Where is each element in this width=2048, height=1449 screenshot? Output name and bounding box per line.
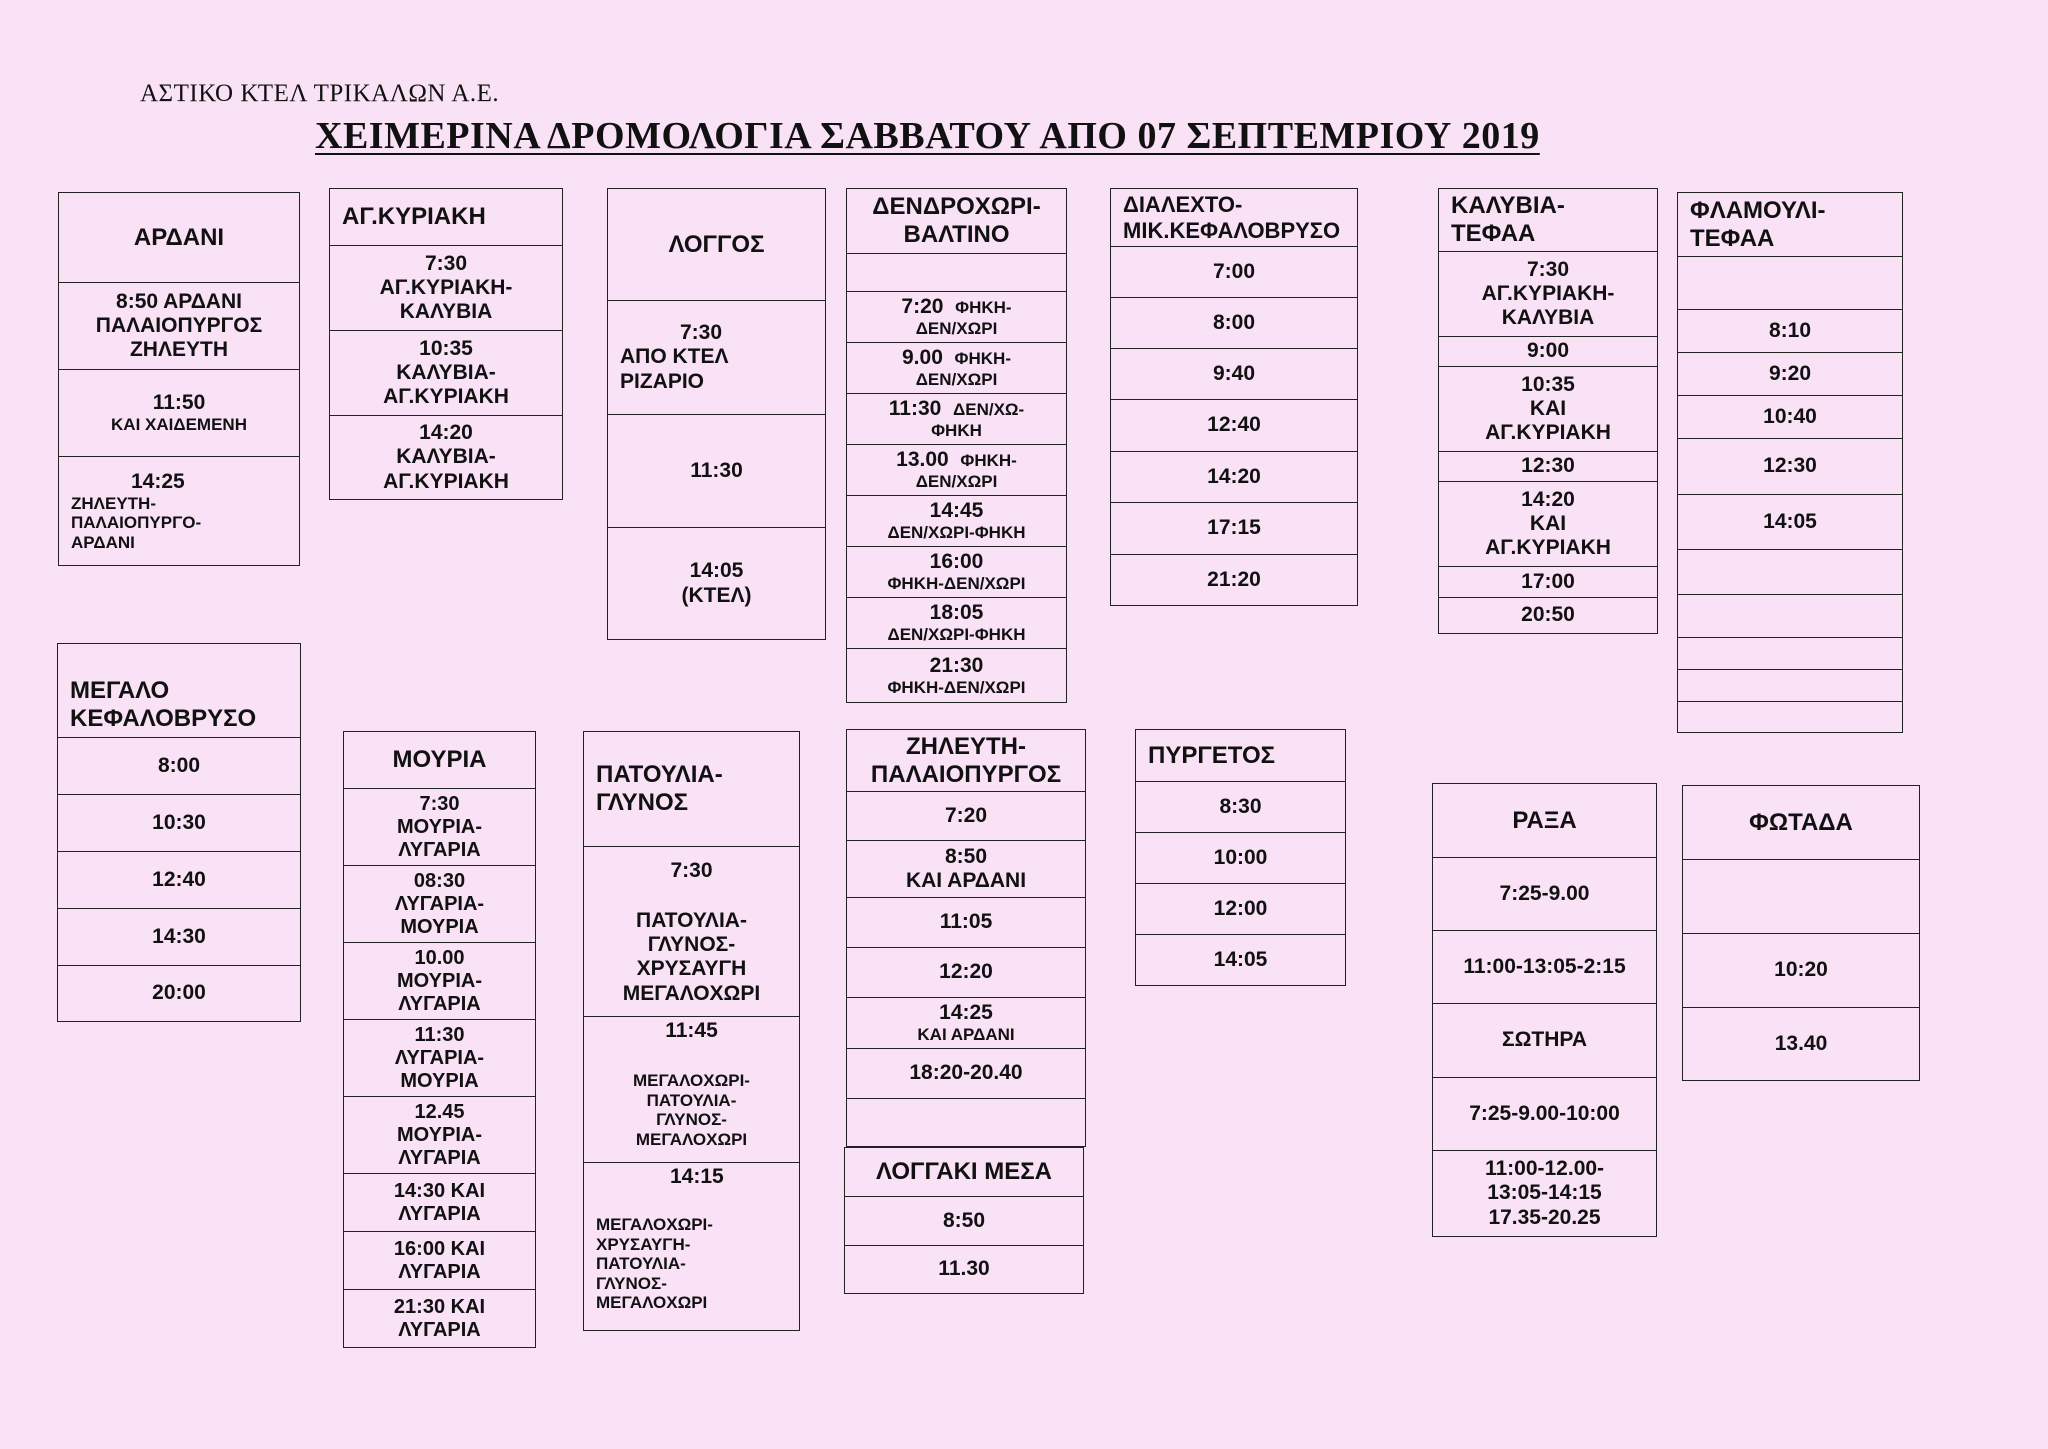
trip-time: 8:10: [1768, 318, 1812, 342]
route-dendroxori-valtino: [846, 188, 1067, 703]
trip-cell: [847, 496, 1066, 547]
route-dialexto: [1110, 188, 1358, 606]
trip-text: ΛΥΓΑΡΙΑ-: [394, 1046, 485, 1069]
trip-text: ΑΠΟ ΚΤΕΛ: [620, 345, 729, 369]
trip-text: ΦΗΚΗ: [931, 421, 982, 441]
trip-cell: [58, 909, 300, 966]
trip-time: 21:30 ΚΑΙ: [393, 1295, 486, 1318]
trip-time: 14:05: [1213, 947, 1268, 971]
trip-cell: [330, 331, 562, 416]
trip-text: ΛΥΓΑΡΙΑ: [398, 1260, 481, 1283]
trip-text: ΜΟΥΡΙΑ: [400, 1069, 479, 1092]
trip-time: 20:50: [1521, 603, 1575, 627]
trip-cell: [845, 1246, 1083, 1293]
trip-time: 10:35: [419, 336, 473, 360]
trip-text: ΖΗΛΕΥΤΗ-: [71, 493, 156, 513]
trip-text: ΔΕΝ/ΧΩΡΙ: [915, 472, 998, 492]
empty-cell: [1678, 702, 1902, 732]
route-title: ΜΟΥΡΙΑ: [392, 746, 487, 774]
trip-cell: [1111, 400, 1357, 452]
trip-time: 14:20: [1521, 487, 1575, 511]
trip-text: ΛΥΓΑΡΙΑ: [398, 1318, 481, 1341]
trip-cell: [847, 841, 1085, 898]
trip-time: 14:20: [419, 421, 473, 445]
trip-cell: [1111, 247, 1357, 298]
trip-cell: [847, 649, 1066, 702]
trip-time: [889, 397, 1024, 421]
trip-time: 7:00: [1212, 259, 1256, 283]
trip-time-value: 9.00: [902, 346, 943, 370]
trip-cell: [1439, 452, 1657, 482]
trip-time: 11:05: [939, 910, 993, 934]
trip-text: ΜΕΓΑΛΟΧΩΡΙ-: [633, 1071, 750, 1091]
trip-cell: [344, 943, 535, 1020]
route-title: ΤΕΦΑΑ: [1690, 224, 1775, 252]
trip-cell: [1678, 310, 1902, 353]
trip-cell: [1439, 482, 1657, 567]
trip-cell: [330, 416, 562, 499]
trip-time: [901, 295, 1011, 319]
route-kalyvia-tefaa: [1438, 188, 1658, 634]
trip-text: ΚΑΙ ΧΑΙΔΕΜΕΝΗ: [111, 415, 247, 435]
route-loggaki-mesa: [844, 1147, 1084, 1294]
trip-cell: [1678, 439, 1902, 495]
route-title: ΚΕΦΑΛΟΒΡΥΣΟ: [70, 704, 257, 732]
trip-text: ΦΗΚΗ-: [960, 451, 1017, 471]
trip-text: ΠΑΤΟΥΛΙΑ-: [636, 909, 747, 933]
trip-cell: [847, 598, 1066, 649]
trip-time: 12:40: [1207, 413, 1261, 437]
route-header: [1683, 786, 1919, 860]
trip-text: ΠΑΤΟΥΛΙΑ-: [646, 1090, 737, 1110]
trip-time: 8:30: [1219, 794, 1262, 818]
trip-cell: [1439, 337, 1657, 367]
trip-time-value: 13.00: [896, 448, 949, 472]
trip-time: 10.00: [414, 946, 465, 969]
trip-text: ΑΓ.ΚΥΡΙΑΚΗ: [383, 385, 509, 409]
trip-text: ΔΕΝ/ΧΩΡΙ-ΦΗΚΗ: [887, 523, 1026, 543]
trip-time: 12.45: [414, 1100, 465, 1123]
trip-cell: [1683, 934, 1919, 1008]
trip-cell: [847, 898, 1085, 948]
trip-time: 9:40: [1212, 361, 1256, 385]
trip-cell: [608, 415, 825, 528]
route-header: [847, 189, 1066, 254]
trip-time: 7:25-9.00-10:00: [1469, 1101, 1620, 1125]
trip-cell: [1439, 567, 1657, 598]
trip-text: ΦΗΚΗ-ΔΕΝ/ΧΩΡΙ: [887, 677, 1026, 697]
route-title: ΚΑΛΥΒΙΑ-: [1451, 192, 1565, 220]
trip-cell: [847, 547, 1066, 598]
route-header: [584, 732, 799, 847]
empty-cell: [1678, 550, 1902, 595]
route-title: ΦΩΤΑΔΑ: [1749, 808, 1853, 836]
route-title: ΑΡΔΑΝΙ: [133, 223, 225, 251]
route-title: ΒΑΛΤΙΝΟ: [903, 221, 1010, 248]
subroute-header: [1433, 1004, 1656, 1078]
trip-text: ΔΕΝ/ΧΩΡΙ: [915, 370, 998, 390]
trip-text: ΛΥΓΑΡΙΑ: [398, 838, 481, 861]
route-title: ΖΗΛΕΥΤΗ-: [906, 732, 1026, 760]
trip-time: 14:05: [1763, 509, 1817, 533]
trip-time: 8:00: [1212, 310, 1256, 334]
trip-time: 8:50: [942, 1208, 986, 1232]
route-header: [845, 1148, 1083, 1197]
trip-text: ΔΕΝ/ΧΩΡΙ-ΦΗΚΗ: [887, 625, 1026, 645]
trip-text: ΛΥΓΑΡΙΑ: [398, 992, 481, 1015]
trip-text: ΛΥΓΑΡΙΑ-: [394, 892, 485, 915]
trip-time: 7:20: [944, 803, 988, 827]
trip-time: 11:45: [665, 1019, 718, 1042]
trip-cell: [330, 246, 562, 331]
trip-time: 18:20-20.40: [909, 1061, 1023, 1085]
trip-cell: [608, 528, 825, 639]
trip-time: 9:20: [1768, 361, 1812, 385]
trip-cell: [847, 343, 1066, 394]
trip-text: ΚΑΙ ΑΡΔΑΝΙ: [905, 869, 1027, 892]
trip-time: 17:00: [1521, 569, 1575, 593]
trip-text: ΠΑΤΟΥΛΙΑ-: [596, 1254, 686, 1274]
trip-text: ΜΟΥΡΙΑ-: [397, 1123, 482, 1146]
trip-cell: [847, 948, 1085, 998]
trip-time: 7:30: [670, 859, 713, 882]
trip-text: ΧΡΥΣΑΥΓΗ: [636, 957, 747, 981]
trip-text: ΓΛΥΝΟΣ-: [596, 1273, 667, 1293]
trip-time: 17.35-20.25: [1488, 1205, 1601, 1229]
trip-time: [902, 346, 1011, 370]
trip-cell: [1136, 782, 1345, 833]
trip-cell: [847, 998, 1085, 1049]
route-title: ΛΟΓΓΑΚΙ ΜΕΣΑ: [875, 1158, 1052, 1186]
route-megalo-kefalovryso: [57, 643, 301, 1022]
trip-text: ΑΓ.ΚΥΡΙΑΚΗ-: [1481, 281, 1615, 305]
route-title: ΛΟΓΓΟΣ: [668, 230, 765, 258]
route-flamouli-tefaa: [1677, 192, 1903, 733]
trip-time: 7:30: [680, 321, 723, 345]
trip-text: ΚΑΙ ΑΡΔΑΝΙ: [917, 1025, 1015, 1045]
trip-text: ΑΓ.ΚΥΡΙΑΚΗ: [383, 469, 509, 493]
route-raxa: [1432, 783, 1657, 1237]
trip-time: 14:45: [929, 499, 984, 523]
trip-cell: [1433, 858, 1656, 931]
empty-cell: [1678, 638, 1902, 670]
trip-text: ΓΛΥΝΟΣ-: [656, 1110, 727, 1130]
trip-time: 12:00: [1213, 896, 1268, 920]
route-title: ΜΙΚ.ΚΕΦΑΛΟΒΡΥΣΟ: [1123, 217, 1341, 243]
trip-cell: [59, 370, 299, 457]
trip-cell: [1678, 495, 1902, 550]
trip-text: 8:50 ΑΡΔΑΝΙ: [116, 289, 242, 313]
route-header: [1111, 189, 1357, 247]
trip-time: 11:50: [152, 391, 206, 415]
trip-text: ΚΑΛΥΒΙΑ: [1501, 306, 1595, 330]
trip-text: ΑΡΔΑΝΙ: [71, 532, 135, 552]
route-header: [59, 193, 299, 283]
route-header: [58, 644, 300, 738]
trip-time: 14:25: [939, 1001, 993, 1025]
trip-time: 17:15: [1207, 516, 1261, 540]
trip-text: ΠΑΛΑΙΟΠΥΡΓΟΣ: [95, 313, 263, 337]
trip-cell: [1439, 252, 1657, 337]
trip-text: ΦΗΚΗ-: [955, 298, 1012, 318]
trip-text: ΓΛΥΝΟΣ-: [647, 933, 736, 957]
trip-text: ΚΑΙ: [1529, 396, 1567, 420]
route-title: ΔΕΝΔΡΟΧΩΡΙ-: [872, 193, 1041, 221]
trip-text: ΡΙΖΑΡΙΟ: [620, 369, 705, 393]
trip-cell: [847, 394, 1066, 445]
trip-text: ΜΟΥΡΙΑ-: [397, 969, 482, 992]
trip-time: 12:40: [152, 867, 206, 891]
route-title: ΦΛΑΜΟΥΛΙ-: [1690, 196, 1826, 224]
trip-cell: [845, 1197, 1083, 1246]
trip-time: 21:30: [929, 653, 984, 677]
trip-cell: [1136, 935, 1345, 985]
trip-cell: [1439, 598, 1657, 633]
trip-cell: [59, 283, 299, 370]
trip-cell: [1433, 931, 1656, 1004]
trip-cell: [1111, 298, 1357, 349]
route-header: [1136, 730, 1345, 782]
route-title: ΔΙΑΛΕΧΤΟ-: [1123, 192, 1243, 218]
route-header: [608, 189, 825, 301]
trip-text: ΚΑΛΥΒΙΑ: [399, 300, 493, 324]
trip-time: 9:00: [1526, 339, 1570, 363]
subroute-title: ΣΩΤΗΡΑ: [1501, 1028, 1588, 1052]
trip-text: ΦΗΚΗ-ΔΕΝ/ΧΩΡΙ: [887, 574, 1026, 594]
trip-time: 7:30: [424, 251, 468, 275]
trip-text: ΑΓ.ΚΥΡΙΑΚΗ: [1485, 536, 1611, 560]
trip-time: 14:25: [131, 469, 185, 493]
trip-cell: [58, 966, 300, 1021]
trip-time: 14:20: [1207, 464, 1261, 488]
trip-time: 8:50: [944, 844, 988, 868]
trip-time: 10:00: [1213, 845, 1268, 869]
trip-cell: [1683, 1008, 1919, 1080]
trip-cell: [344, 1232, 535, 1290]
trip-time: 14:30 ΚΑΙ: [393, 1179, 486, 1202]
trip-cell: [847, 792, 1085, 841]
trip-time: 12:20: [939, 960, 993, 984]
route-loggos: [607, 188, 826, 640]
empty-cell: [847, 1099, 1085, 1146]
trip-text: ΦΗΚΗ-: [954, 349, 1011, 369]
trip-time: 11.30: [938, 1257, 990, 1281]
trip-cell: [1136, 833, 1345, 884]
trip-cell: [1111, 555, 1357, 605]
trip-text: ΛΥΓΑΡΙΑ: [398, 1202, 481, 1225]
trip-cell: [1111, 349, 1357, 400]
route-title: ΜΕΓΑΛΟ: [70, 676, 170, 704]
trip-text: ΚΑΙ: [1529, 511, 1567, 535]
trip-time: 11:00-12.00-: [1484, 1157, 1605, 1181]
route-pyrgetos: [1135, 729, 1346, 986]
trip-text: ΧΡΥΣΑΥΓΗ-: [596, 1234, 691, 1254]
trip-cell: [344, 1290, 535, 1347]
empty-cell: [1683, 860, 1919, 934]
trip-time: 8:00: [157, 753, 201, 777]
trip-cell: [344, 1174, 535, 1232]
company-name: ΑΣΤΙΚΟ ΚΤΕΛ ΤΡΙΚΑΛΩΝ Α.Ε.: [140, 80, 500, 107]
trip-time: 10:40: [1763, 404, 1817, 428]
trip-text: ΑΓ.ΚΥΡΙΑΚΗ-: [379, 275, 513, 299]
route-fotada: [1682, 785, 1920, 1081]
trip-text: ΜΕΓΑΛΟΧΩΡΙ: [622, 981, 761, 1005]
trip-time: 13:05-14:15: [1487, 1181, 1602, 1205]
trip-text: ΜΕΓΑΛΟΧΩΡΙ: [635, 1129, 748, 1149]
trip-cell: [847, 445, 1066, 496]
trip-time: 11:00-13:05-2:15: [1463, 954, 1626, 978]
trip-cell: [1433, 1151, 1656, 1236]
route-title: ΡΑΞΑ: [1512, 806, 1577, 834]
route-title: ΑΓ.ΚΥΡΙΑΚΗ: [342, 203, 486, 231]
trip-time: 20:00: [152, 981, 206, 1005]
trip-time: 14:15: [670, 1165, 724, 1188]
trip-time: 18:05: [929, 601, 984, 625]
trip-time: 10:30: [152, 810, 206, 834]
trip-cell: [1111, 452, 1357, 503]
trip-text: ΜΕΓΑΛΟΧΩΡΙ-: [596, 1215, 713, 1235]
trip-cell: [59, 457, 299, 565]
trip-text: ΖΗΛΕΥΤΗ: [129, 338, 228, 362]
trip-cell: [1678, 353, 1902, 396]
route-title: ΓΛΥΝΟΣ: [596, 789, 689, 816]
empty-cell: [847, 254, 1066, 292]
trip-cell: [584, 847, 799, 1017]
trip-cell: [847, 292, 1066, 343]
trip-cell: [1136, 884, 1345, 935]
trip-cell: [1678, 396, 1902, 439]
route-ardani: [58, 192, 300, 566]
route-patoulia-glynos: [583, 731, 800, 1331]
trip-cell: [344, 1020, 535, 1097]
trip-time: 11:30: [414, 1023, 465, 1046]
trip-cell: [608, 301, 825, 415]
route-header: [1439, 189, 1657, 252]
trip-time: 21:20: [1207, 567, 1261, 591]
trip-cell: [58, 795, 300, 852]
trip-text: ΑΓ.ΚΥΡΙΑΚΗ: [1485, 421, 1611, 445]
route-mouria: [343, 731, 536, 1348]
route-header: [847, 730, 1085, 792]
trip-cell: [1433, 1078, 1656, 1151]
trip-text: ΠΑΛΑΙΟΠΥΡΓΟ-: [71, 513, 202, 533]
trip-time: 16:00 ΚΑΙ: [393, 1237, 486, 1260]
route-title: ΠΑΤΟΥΛΙΑ-: [596, 761, 723, 789]
trip-text: ΜΕΓΑΛΟΧΩΡΙ: [596, 1293, 708, 1313]
empty-cell: [1678, 595, 1902, 638]
trip-cell: [344, 789, 535, 866]
trip-text: ΛΥΓΑΡΙΑ: [398, 1146, 481, 1169]
route-ag-kyriaki: [329, 188, 563, 500]
trip-time: 12:30: [1521, 454, 1575, 478]
page-title: ΧΕΙΜΕΡΙΝΑ ΔΡΟΜΟΛΟΓΙΑ ΣΑΒΒΑΤΟΥ ΑΠΟ 07 ΣΕΠΤΕΜΡΙΟΥ 2019: [315, 115, 1540, 157]
route-header: [344, 732, 535, 789]
empty-cell: [1678, 670, 1902, 702]
trip-time: 7:30: [1526, 257, 1570, 281]
trip-cell: [1439, 367, 1657, 452]
trip-cell: [58, 852, 300, 909]
trip-time: 08:30: [413, 869, 466, 892]
trip-cell: [344, 1097, 535, 1174]
route-zhleuth-palaiopyrgos: [846, 729, 1086, 1147]
trip-text: ΚΑΛΥΒΙΑ-: [396, 360, 496, 384]
trip-cell: [1111, 503, 1357, 555]
trip-time: 16:00: [929, 550, 984, 574]
trip-cell: [584, 1017, 799, 1163]
trip-time: 10:35: [1521, 372, 1575, 396]
route-title: ΤΕΦΑΑ: [1451, 220, 1536, 247]
trip-text: ΔΕΝ/ΧΩΡΙ: [915, 319, 998, 339]
trip-cell: [58, 738, 300, 795]
route-title: ΠΑΛΑΙΟΠΥΡΓΟΣ: [870, 760, 1062, 788]
empty-cell: [1678, 257, 1902, 310]
trip-text: ΜΟΥΡΙΑ-: [397, 815, 482, 838]
trip-text: ΔΕΝ/ΧΩ-: [953, 400, 1025, 420]
trip-text: ΚΑΛΥΒΙΑ-: [396, 445, 496, 469]
trip-time: 7:25-9.00: [1499, 881, 1590, 905]
route-header: [330, 189, 562, 246]
trip-time: 7:30: [419, 792, 460, 815]
route-title: ΠΥΡΓΕΤΟΣ: [1148, 741, 1276, 769]
trip-time: 14:30: [152, 924, 206, 948]
trip-time: 13.40: [1774, 1031, 1828, 1055]
trip-cell: [344, 866, 535, 943]
trip-cell: [847, 1049, 1085, 1099]
route-header: [1433, 784, 1656, 858]
trip-time: 12:30: [1763, 454, 1817, 478]
trip-time: 11:30: [690, 458, 743, 482]
trip-time: 14:05: [689, 559, 744, 583]
trip-text: ΜΟΥΡΙΑ: [400, 915, 479, 938]
trip-time-value: 7:20: [901, 295, 944, 319]
trip-cell: [584, 1163, 799, 1330]
trip-time: 10:20: [1774, 958, 1828, 982]
trip-time: [896, 448, 1017, 472]
trip-text: (ΚΤΕΛ): [681, 583, 752, 607]
trip-time-value: 11:30: [888, 397, 942, 421]
route-header: [1678, 193, 1902, 257]
